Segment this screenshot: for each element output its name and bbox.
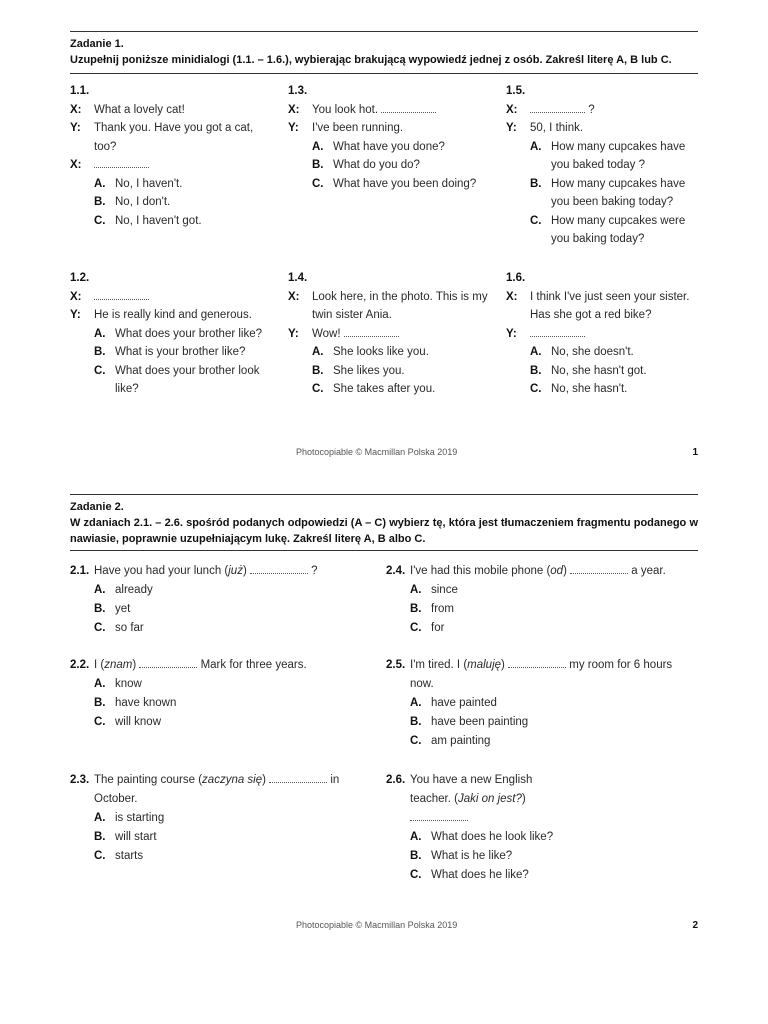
option-text: No, she hasn't.: [551, 383, 628, 395]
option-text: No, I haven't.: [115, 177, 183, 190]
option-letter: C.: [94, 364, 106, 377]
sentence-start: The painting course (: [94, 774, 203, 786]
sentence-text: [410, 771, 576, 828]
task-2-title: Zadanie 2.: [70, 501, 124, 513]
answer-blank: [250, 564, 308, 574]
copyright-text: Photocopiable © Macmillan Polska 2019: [296, 447, 458, 457]
option-text: What have you done?: [333, 140, 445, 153]
sentence-text: [94, 562, 340, 581]
option-letter: A.: [530, 346, 542, 358]
sentence-line: [386, 656, 686, 694]
sentence-bracket: ): [563, 565, 571, 577]
task-2-instruction: W zdaniach 2.1. – 2.6. spośród podanych odpowiedzi (A – C) wybierz tę, która jest tłumaczeniem fragmentu podanego w nawiasie, poprawnie uzupełniającym lukę. Zakreśl literę A, B albo C.: [70, 517, 698, 545]
option-text: No, I don't.: [115, 196, 171, 208]
answer-blank: [410, 811, 468, 821]
option-letter: C.: [530, 214, 542, 227]
option-text: No, she hasn't got.: [551, 364, 647, 377]
option-letter: C.: [94, 622, 106, 634]
option-text: No, I haven't got.: [115, 214, 202, 227]
option-letter: B.: [94, 196, 106, 208]
dialogue-sentence: I've been running.: [312, 122, 404, 134]
polish-hint: Jaki on jest?: [457, 793, 522, 805]
speaker-label: Y:: [288, 122, 299, 134]
task-1-instruction: Uzupełnij poniższe minidialogi (1.1. – 1.6.), wybierając brakującą wypowiedź jednej z osób. Zakreśl literę A, B lub C.: [70, 54, 672, 66]
exercise-2-4: [386, 562, 686, 638]
option-letter: A.: [410, 831, 422, 843]
option-text: She likes you.: [333, 364, 405, 377]
copyright-text: Photocopiable © Macmillan Polska 2019: [296, 920, 458, 930]
answer-option[interactable]: [386, 713, 686, 732]
option-letter: B.: [94, 346, 106, 358]
speaker-label: Y:: [70, 309, 81, 321]
polish-hint: znam: [104, 659, 133, 671]
answer-option[interactable]: [70, 828, 340, 847]
option-text: What have you been doing?: [333, 177, 477, 190]
speaker-label: X:: [506, 103, 518, 116]
sentence-start: I've had this mobile phone (: [410, 565, 551, 577]
sentence-end: in October.: [94, 774, 340, 805]
option-letter: A.: [312, 140, 324, 153]
speaker-label: X:: [70, 103, 82, 116]
option-letter: B.: [410, 716, 422, 728]
answer-option[interactable]: [70, 847, 340, 866]
sentence-end: Mark for three years.: [197, 659, 307, 671]
option-text: She looks like you.: [333, 346, 429, 358]
answer-blank: [269, 773, 327, 783]
sentence-line: [70, 562, 340, 581]
option-letter: A.: [312, 346, 324, 358]
sentence-line: [70, 771, 340, 809]
page-number: 2: [692, 920, 698, 931]
sentence-bracket: ): [501, 659, 509, 671]
answer-option[interactable]: [70, 619, 340, 638]
option-letter: B.: [312, 159, 324, 171]
option-letter: B.: [312, 364, 324, 377]
sentence-line: [386, 562, 686, 581]
exercise-number: 1.2.: [70, 272, 90, 284]
option-text: am painting: [431, 735, 491, 747]
sentence-text: [410, 656, 686, 694]
option-text: What does your brother like?: [115, 327, 263, 340]
top-rule: [70, 494, 698, 495]
sentence-bracket: ): [521, 793, 526, 805]
exercise-2-1: [70, 562, 340, 638]
option-text: How many cupcakes have you been baking today?: [551, 177, 686, 208]
option-letter: C.: [410, 869, 422, 881]
option-text: know: [115, 678, 142, 690]
option-letter: B.: [530, 364, 542, 377]
option-text: What does your brother look like?: [115, 364, 260, 395]
answer-option[interactable]: [70, 675, 340, 694]
answer-option[interactable]: [386, 581, 686, 600]
option-letter: A.: [94, 177, 106, 190]
speaker-label: X:: [288, 290, 300, 303]
option-letter: B.: [410, 603, 422, 615]
speaker-label: X:: [70, 290, 82, 303]
exercise-number: 1.4.: [288, 272, 308, 284]
instruction-rule: [70, 550, 698, 551]
option-letter: A.: [94, 678, 106, 690]
exercise-number: 2.3.: [70, 774, 90, 786]
speaker-label: Y:: [288, 327, 299, 340]
option-letter: A.: [530, 140, 542, 153]
answer-option[interactable]: [70, 713, 340, 732]
option-letter: A.: [94, 327, 106, 340]
answer-option[interactable]: [70, 809, 340, 828]
exercise-number: 2.1.: [70, 565, 90, 577]
option-text: What do you do?: [333, 159, 420, 171]
sentence-bracket: ): [132, 659, 140, 671]
speaker-label: X:: [288, 103, 300, 116]
exercise-number: 2.2.: [70, 659, 90, 671]
option-text: already: [115, 584, 153, 596]
sentence-end: ?: [307, 565, 318, 577]
option-text: How many cupcakes have you baked today ?: [551, 140, 686, 171]
option-letter: B.: [94, 831, 106, 843]
option-letter: A.: [94, 584, 106, 596]
exercise-number: 2.6.: [386, 774, 406, 786]
sentence-start: Have you had your lunch (: [94, 565, 229, 577]
sentence-bracket: ): [262, 774, 270, 786]
sentence-text: [410, 562, 686, 581]
sentence-start: I'm tired. I (: [410, 659, 468, 671]
task-1-title: Zadanie 1.: [70, 38, 124, 50]
option-text: since: [431, 584, 458, 596]
option-text: will know: [115, 716, 162, 728]
dialogue-sentence: Look here, in the photo. This is my twin sister Ania.: [312, 290, 488, 321]
option-text: What is your brother like?: [115, 346, 246, 358]
option-letter: C.: [312, 383, 324, 395]
option-text: from: [431, 603, 454, 615]
exercise-number: 1.5.: [506, 85, 526, 97]
dialogue-sentence: Thank you. Have you got a cat, too?: [94, 122, 254, 153]
polish-hint: od: [550, 565, 564, 577]
answer-option[interactable]: [386, 847, 576, 866]
answer-option[interactable]: [386, 600, 686, 619]
sentence-end: my room for 6 hours now.: [410, 659, 673, 690]
sentence-line: [70, 656, 340, 675]
answer-option[interactable]: [70, 581, 340, 600]
sentence-text: [94, 656, 340, 675]
option-text: How many cupcakes were you baking today?: [551, 214, 686, 245]
answer-blank: [508, 658, 566, 668]
answer-option[interactable]: [70, 600, 340, 619]
option-letter: A.: [410, 697, 422, 709]
sentence-line: [386, 771, 576, 828]
exercise-number: 1.6.: [506, 272, 526, 284]
exercise-number: 2.4.: [386, 565, 406, 577]
exercise-2-3: [70, 771, 340, 866]
option-letter: A.: [94, 812, 106, 824]
answer-option[interactable]: [70, 694, 340, 713]
page-number: 1: [692, 447, 698, 458]
option-text: What does he look like?: [431, 831, 554, 843]
worksheet-page-2: [70, 0, 698, 1024]
option-text: yet: [115, 603, 131, 615]
option-text: What is he like?: [431, 850, 513, 862]
option-letter: B.: [410, 850, 422, 862]
option-text: for: [431, 622, 445, 634]
answer-blank: [570, 564, 628, 574]
option-letter: B.: [94, 697, 106, 709]
speaker-label: Y:: [506, 327, 517, 340]
option-letter: C.: [410, 735, 422, 747]
dialogue-sentence: I think I've just seen your sister. Has she got a red bike?: [530, 290, 690, 321]
dialogue-sentence: What a lovely cat!: [94, 103, 185, 116]
answer-option[interactable]: [386, 866, 576, 885]
exercise-2-6: [386, 771, 576, 885]
exercise-2-2: [70, 656, 340, 732]
option-letter: C.: [312, 177, 324, 190]
polish-hint: zaczyna się: [202, 774, 263, 786]
exercise-2-5: [386, 656, 686, 751]
sentence-bracket: ): [242, 565, 250, 577]
dialogue-text: ?: [530, 101, 706, 120]
dialogue-sentence: 50, I think.: [530, 122, 584, 134]
option-letter: B.: [94, 603, 106, 615]
answer-option[interactable]: [386, 619, 686, 638]
polish-hint: maluję: [467, 659, 502, 671]
option-text: She takes after you.: [333, 383, 436, 395]
speaker-label: Y:: [506, 122, 517, 134]
option-text: will start: [115, 831, 157, 843]
speaker-label: X:: [70, 159, 82, 171]
answer-option[interactable]: [386, 732, 686, 751]
option-letter: C.: [94, 850, 106, 862]
option-text: have been painting: [431, 716, 529, 728]
speaker-label: Y:: [70, 122, 81, 134]
polish-hint: już: [228, 565, 243, 577]
sentence-start: I (: [94, 659, 105, 671]
option-text: No, she doesn't.: [551, 346, 634, 358]
answer-option[interactable]: [386, 828, 576, 847]
dialogue-sentence: Wow!: [312, 327, 344, 340]
sentence-text: [94, 771, 340, 809]
sentence-end: a year.: [628, 565, 666, 577]
option-text: starts: [115, 850, 144, 862]
option-letter: C.: [94, 214, 106, 227]
option-letter: C.: [94, 716, 106, 728]
option-text: What does he like?: [431, 869, 529, 881]
option-text: so far: [115, 622, 144, 634]
answer-blank: [139, 658, 197, 668]
exercise-number: 2.5.: [386, 659, 406, 671]
dialogue-sentence: You look hot.: [312, 103, 382, 116]
option-letter: C.: [530, 383, 542, 395]
dialogue-sentence: He is really kind and generous.: [94, 309, 252, 321]
answer-option[interactable]: [386, 694, 686, 713]
option-letter: C.: [410, 622, 422, 634]
option-text: have known: [115, 697, 177, 709]
option-text: have painted: [431, 697, 497, 709]
exercise-number: 1.3.: [288, 85, 308, 97]
sentence-start: You have a new English teacher. (: [410, 774, 533, 805]
exercise-number: 1.1.: [70, 85, 90, 97]
option-letter: B.: [530, 177, 542, 190]
option-letter: A.: [410, 584, 422, 596]
speaker-label: X:: [506, 290, 518, 303]
option-text: is starting: [115, 812, 165, 824]
